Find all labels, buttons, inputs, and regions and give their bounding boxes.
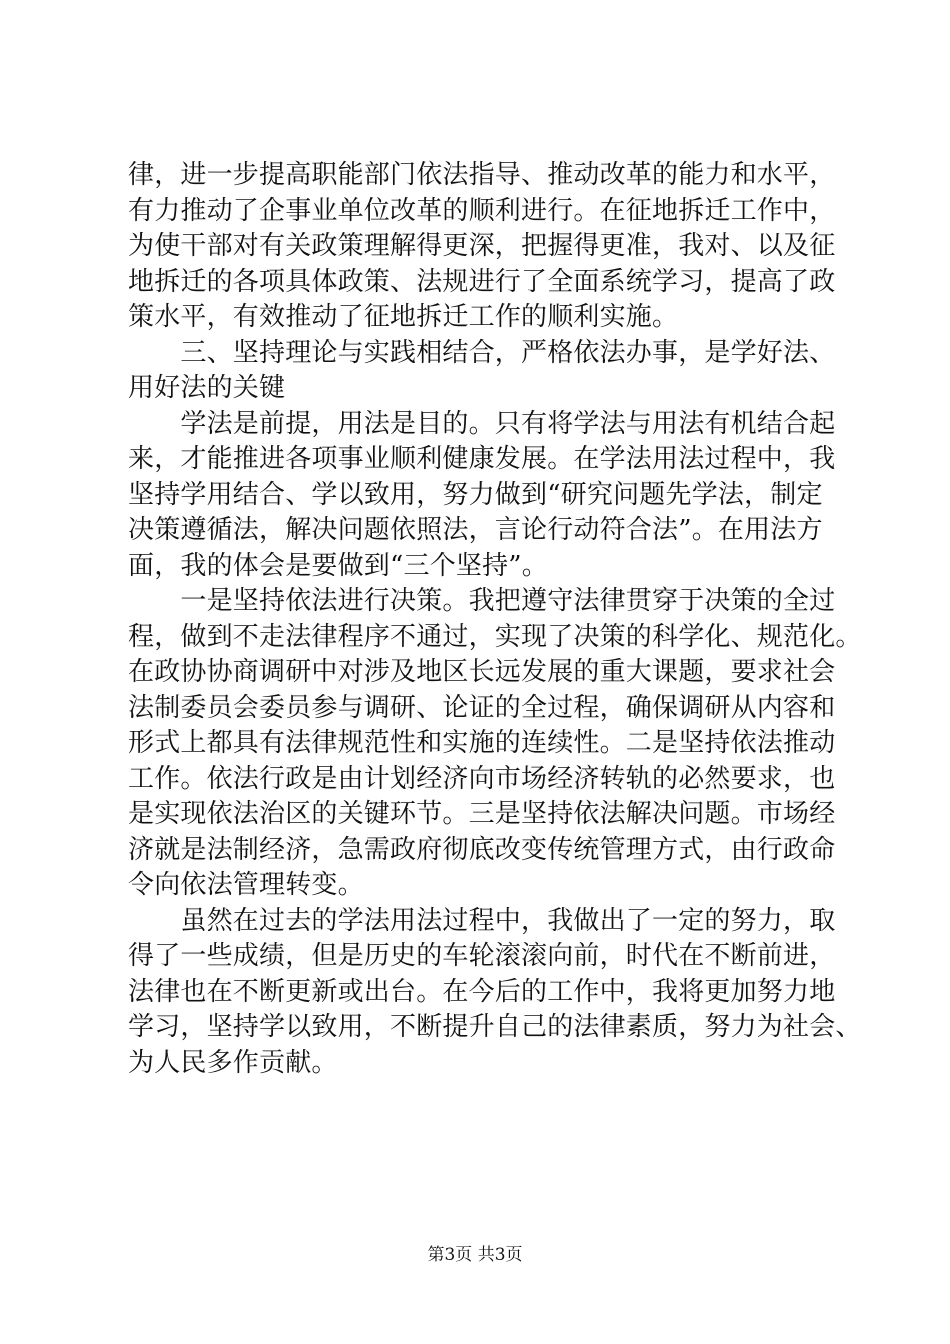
text-line: 是实现依法治区的关键环节。三是坚持依法解决问题。市场经	[128, 799, 836, 829]
section-heading-line: 三、坚持理论与实践相结合，严格依法办事，是学好法、	[128, 337, 836, 368]
text-line: 虽然在过去的学法用法过程中，我做出了一定的努力，取	[128, 905, 836, 936]
text-line: 坚持学用结合、学以致用，努力做到“研究问题先学法，制定	[128, 479, 823, 510]
page-number: 第3页 共3页	[427, 1245, 523, 1265]
text-line: 程，做到不走法律程序不通过，实现了决策的科学化、规范化。	[128, 621, 862, 652]
document-body	[128, 158, 862, 1081]
text-line: 学习，坚持学以致用，不断提升自己的法律素质，努力为社会、	[128, 1012, 862, 1042]
text-line: 为使干部对有关政策理解得更深，把握得更准，我对、以及征	[128, 231, 836, 261]
text-line: 有力推动了企事业单位改革的顺利进行。在征地拆迁工作中，	[128, 195, 836, 226]
text-line: 面，我的体会是要做到“三个坚持”。	[128, 550, 548, 581]
page-footer	[0, 1244, 950, 1266]
text-line: 为人民多作贡献。	[128, 1047, 338, 1078]
text-line: 济就是法制经济，急需政府彻底改变传统管理方式，由行政命	[128, 834, 836, 865]
text-line: 得了一些成绩，但是历史的车轮滚滚向前，时代在不断前进，	[128, 941, 836, 971]
text-line: 形式上都具有法律规范性和实施的连续性。二是坚持依法推动	[128, 728, 836, 758]
section-heading-line: 用好法的关键	[128, 373, 286, 403]
text-line: 令向依法管理转变。	[128, 870, 364, 900]
text-line: 在政协协商调研中对涉及地区长远发展的重大课题，要求社会	[128, 657, 836, 687]
text-line: 一是坚持依法进行决策。我把遵守法律贯穿于决策的全过	[128, 586, 836, 616]
text-line: 地拆迁的各项具体政策、法规进行了全面系统学习，提高了政	[128, 266, 836, 297]
text-line: 学法是前提，用法是目的。只有将学法与用法有机结合起	[128, 408, 836, 439]
text-line: 工作。依法行政是由计划经济向市场经济转轨的必然要求，也	[128, 763, 836, 794]
text-line: 法律也在不断更新或出台。在今后的工作中，我将更加努力地	[128, 976, 836, 1007]
text-line: 来，才能推进各项事业顺利健康发展。在学法用法过程中，我	[128, 444, 836, 474]
text-line: 法制委员会委员参与调研、论证的全过程，确保调研从内容和	[128, 692, 836, 723]
text-line: 策水平，有效推动了征地拆迁工作的顺利实施。	[128, 302, 679, 332]
text-line: 律，进一步提高职能部门依法指导、推动改革的能力和水平，	[128, 160, 836, 190]
text-line: 决策遵循法，解决问题依照法，言论行动符合法”。在用法方	[128, 515, 823, 545]
